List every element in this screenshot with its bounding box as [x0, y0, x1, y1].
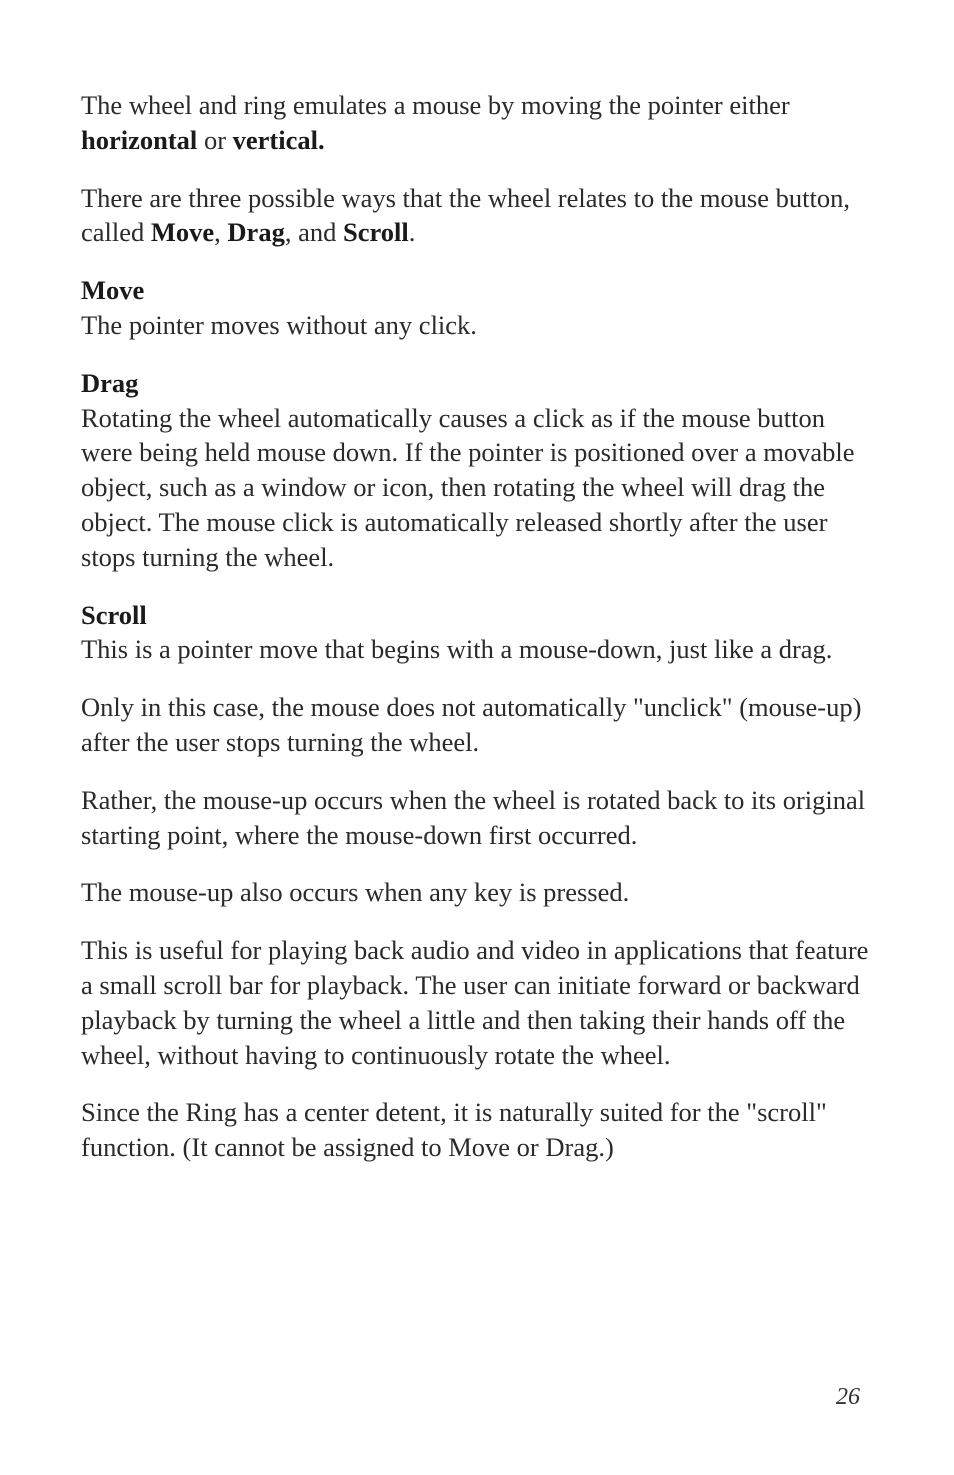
move-heading: Move: [81, 275, 145, 306]
horizontal-term: horizontal: [81, 124, 198, 155]
playback-paragraph: This is useful for playing back audio and video in applications that feature a small scroll bar for playback. The user can initiate forward or backward playback by turning the wheel a little and then taking their hands off the wheel, without having to continuously rotate the wheel.: [81, 935, 869, 1070]
drag-heading: Drag: [81, 367, 139, 398]
unclick-paragraph: Only in this case, the mouse does not automatically "unclick" (mouse-up) after the user stops turning the wheel.: [81, 692, 862, 757]
period: .: [408, 217, 416, 248]
drag-section: [81, 366, 871, 575]
page-body: [81, 88, 871, 1188]
move-section: [81, 273, 871, 343]
scroll-term: Scroll: [342, 217, 409, 248]
intro-paragraph: [81, 88, 871, 158]
modes-paragraph: [81, 181, 871, 251]
scroll-heading: Scroll: [81, 599, 147, 630]
drag-description: Rotating the wheel automatically causes a click as if the mouse button were being held mouse down. If the pointer is positioned over a movable object, such as a window or icon, then rotating the wheel will drag the object. The mouse click is automatically released shortly after the user stops turning the wheel.: [81, 402, 855, 572]
scroll-description: This is a pointer move that begins with a mouse-down, just like a drag.: [81, 634, 833, 665]
page-number: 26: [836, 1384, 860, 1410]
intro-conjunction: or: [197, 124, 233, 155]
intro-text: The wheel and ring emulates a mouse by moving the pointer either: [81, 90, 790, 120]
key-press-paragraph: The mouse-up also occurs when any key is pressed.: [81, 877, 630, 908]
move-description: The pointer moves without any click.: [81, 309, 477, 340]
scroll-section: [81, 598, 871, 668]
mouse-up-paragraph: Rather, the mouse-up occurs when the wheel is rotated back to its original starting point, where the mouse-down first occurred.: [81, 784, 866, 850]
vertical-term: vertical.: [232, 124, 325, 155]
and-text: , and: [284, 217, 343, 248]
drag-term: Drag: [227, 217, 285, 248]
move-term: Move: [150, 217, 215, 248]
comma: ,: [214, 217, 228, 248]
ring-paragraph: Since the Ring has a center detent, it is naturally suited for the "scroll" function. (It cannot be assigned to Move or Drag.): [81, 1097, 827, 1163]
modes-text: There are three possible ways that the wheel relates to the mouse button, called: [81, 182, 850, 248]
